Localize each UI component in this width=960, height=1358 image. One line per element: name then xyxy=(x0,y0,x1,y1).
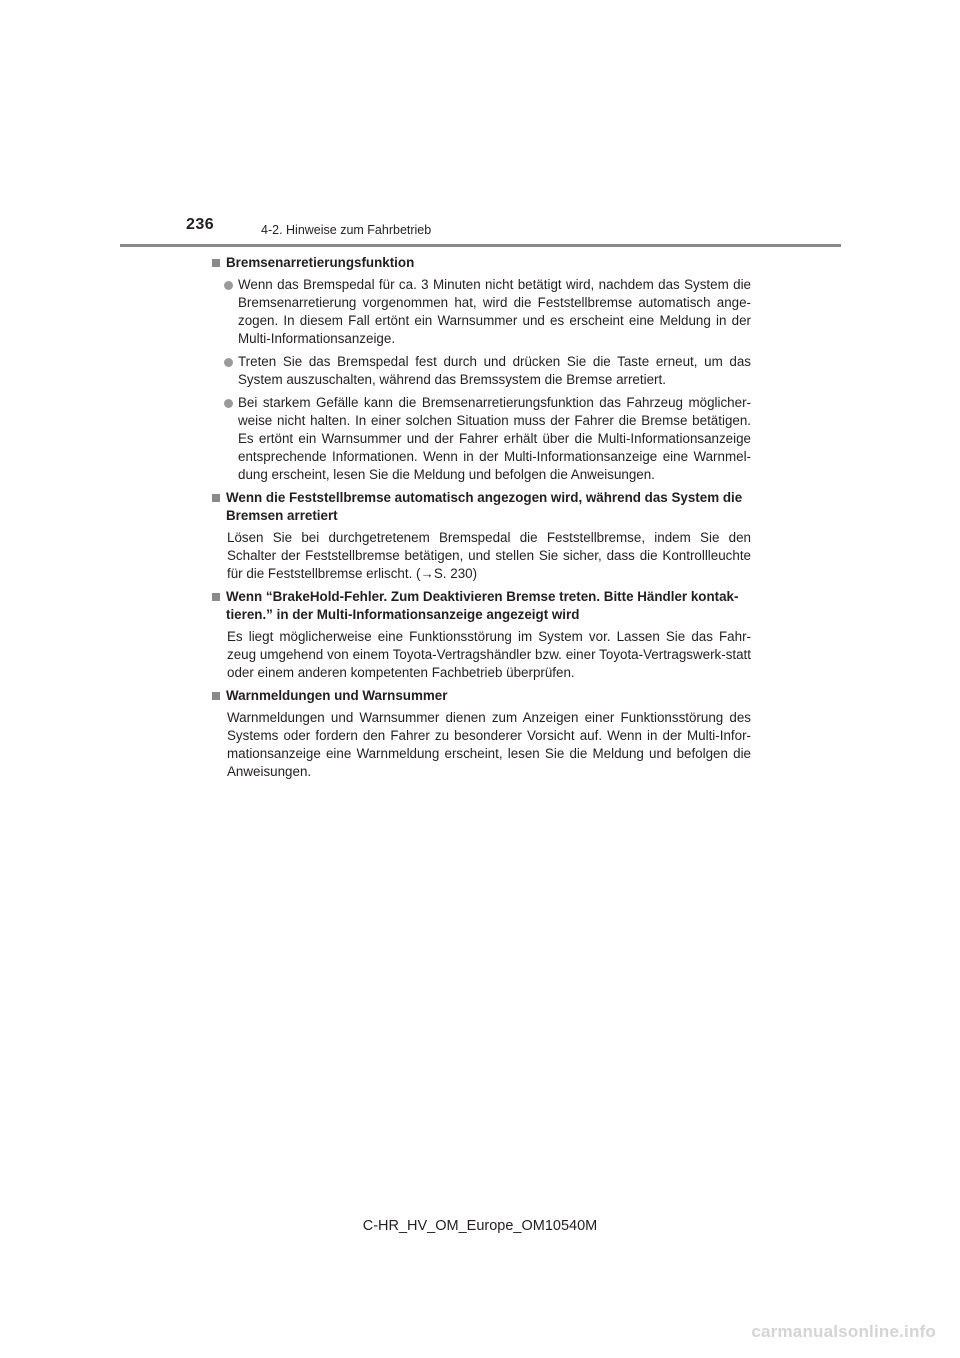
document-code: C-HR_HV_OM_Europe_OM10540M xyxy=(362,1218,598,1234)
page-number: 236 xyxy=(186,216,215,233)
circle-bullet-icon xyxy=(224,358,233,367)
heading-text: Bremsenarretierungsfunktion xyxy=(226,255,415,270)
list-item-text: Wenn das Bremspedal für ca. 3 Minuten nicht betätigt wird, nachdem das System die Bremsenarretierung vorgenommen hat, wird die Feststellbremse automatisch ange-zogen. In diesem Fall ertönt ein Warnsummer und es erscheint eine Meldung in der Multi-Informationsanzeige. xyxy=(238,277,751,346)
section-warning-messages xyxy=(211,687,751,781)
page-content xyxy=(211,254,751,786)
section-parking-brake-auto xyxy=(211,489,751,583)
list-item-text: Treten Sie das Bremspedal fest durch und drücken Sie die Taste erneut, um das System auszuschalten, während das Bremssystem die Bremse arretiert. xyxy=(238,354,751,387)
section-paragraph: Es liegt möglicherweise eine Funktionsstörung im System vor. Lassen Sie das Fahr-zeug umgehend von einem Toyota-Vertragshändler bzw. einer Toyota-Vertragswerk-statt oder einem anderen kompetenten Fachbetrieb überprüfen. xyxy=(227,629,751,680)
section-title: 4-2. Hinweise zum Fahrbetrieb xyxy=(261,223,432,237)
section-paragraph: Lösen Sie bei durchgetretenem Bremspedal die Feststellbremse, indem Sie den Schalter der Feststellbremse betätigen, und stellen Sie sicher, dass die Kontrollleuchte für die Feststellbremse erlischt. (→S. 230) xyxy=(227,530,751,581)
heading-text: Wenn die Feststellbremse automatisch angezogen wird, während das System die Bremsen arretiert xyxy=(226,490,743,523)
watermark: carmanualsonline.info xyxy=(751,1322,936,1341)
section-brakehold-error xyxy=(211,588,751,682)
header-rule xyxy=(120,244,841,247)
section-heading xyxy=(211,687,751,705)
list-item xyxy=(211,353,751,389)
circle-bullet-icon xyxy=(224,399,233,408)
section-heading xyxy=(211,489,751,525)
list-item xyxy=(211,394,751,484)
heading-text: Wenn “BrakeHold-Fehler. Zum Deaktivieren Bremse treten. Bitte Händler kontak-tieren.” in der Multi-Informationsanzeige angezeigt wird xyxy=(226,589,739,622)
section-heading xyxy=(211,588,751,624)
square-bullet-icon xyxy=(212,593,220,601)
list-item xyxy=(211,276,751,348)
section-heading xyxy=(211,254,751,272)
heading-text: Warnmeldungen und Warnsummer xyxy=(226,688,448,703)
list-item-text: Bei starkem Gefälle kann die Bremsenarretierungsfunktion das Fahrzeug möglicher-weise nicht halten. In einer solchen Situation muss der Fahrer die Bremse betätigen. Es ertönt ein Warnsummer und der Fahrer erhält über die Multi-Informationsanzeige entsprechende Informationen. Wenn in der Multi-Informationsanzeige eine Warnmel-dung erscheint, lesen Sie die Meldung und befolgen die Anweisungen. xyxy=(238,395,751,482)
square-bullet-icon xyxy=(212,494,220,502)
section-brake-hold-function xyxy=(211,254,751,484)
square-bullet-icon xyxy=(212,259,220,267)
section-paragraph: Warnmeldungen und Warnsummer dienen zum Anzeigen einer Funktionsstörung des Systems oder fordern den Fahrer zu besonderer Vorsicht auf. Wenn in der Multi-Infor-mationsanzeige eine Warnmeldung erscheint, lesen Sie die Meldung und befolgen die Anweisungen. xyxy=(227,710,751,779)
square-bullet-icon xyxy=(212,692,220,700)
circle-bullet-icon xyxy=(224,281,233,290)
